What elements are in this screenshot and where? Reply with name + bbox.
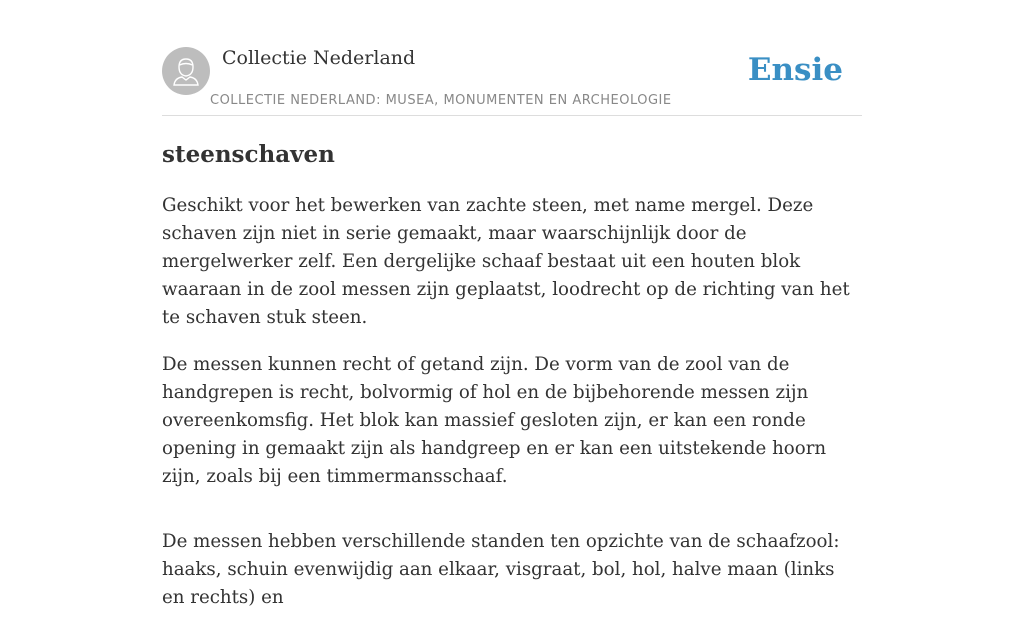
article-paragraph: De messen kunnen recht of getand zijn. De vorm van de zool van de handgrepen is recht, bolvormig of hol en de bijbehorende messen zijn overeenkomsfig. Het blok kan massief gesloten zijn, er kan een ronde opening in gemaakt zijn als handgreep en er kan een uitstekende hoorn zijn, zoals bij een timmermansschaaf. — [162, 354, 827, 487]
author-avatar[interactable] — [162, 47, 210, 95]
page-title: steenschaven — [162, 141, 335, 168]
user-silhouette-icon — [162, 47, 210, 95]
article-paragraph: Geschikt voor het bewerken van zachte steen, met name mergel. Deze schaven zijn niet in serie gemaakt, maar waarschijnlijk door de mergelwerker zelf. Een dergelijke schaaf bestaat uit een houten blok waaraan in de zool messen zijn geplaatst, loodrecht op de richting van het te schaven stuk steen. — [162, 195, 850, 328]
article-body — [162, 192, 862, 631]
author-header — [162, 46, 862, 116]
author-name[interactable]: Collectie Nederland — [222, 47, 416, 69]
article-paragraph: De messen hebben verschillende standen ten opzichte van de schaafzool: haaks, schuin evenwijdig aan elkaar, visgraat, bol, hol, halve maan (links en rechts) en — [162, 531, 840, 608]
author-subtitle: COLLECTIE NEDERLAND: MUSEA, MONUMENTEN EN ARCHEOLOGIE — [210, 93, 672, 108]
ensie-logo[interactable]: Ensie — [747, 52, 843, 88]
